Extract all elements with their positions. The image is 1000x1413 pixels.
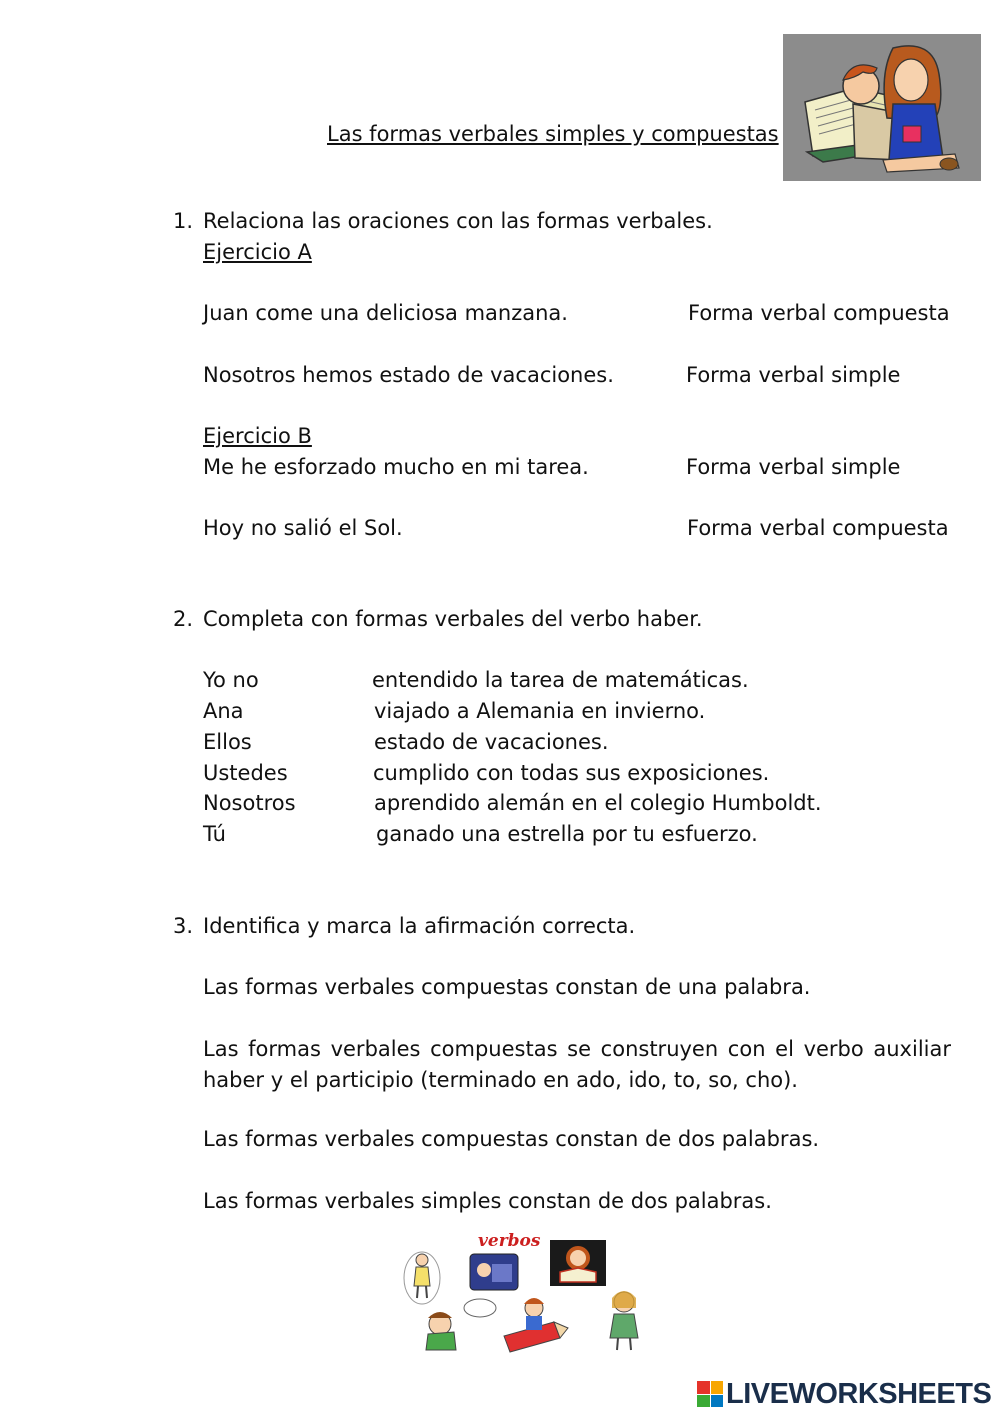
exercise-a-sentence-1: Juan come una deliciosa manzana. [203, 301, 568, 325]
statement-option: Las formas verbales compuestas constan de una palabra. [203, 975, 811, 999]
fill-row-text: cumplido con todas sus exposiciones. [373, 761, 770, 785]
fill-row-subject: Ustedes [203, 761, 288, 785]
exercise-b-sentence-1: Me he esforzado mucho en mi tarea. [203, 455, 589, 479]
page-title: Las formas verbales simples y compuestas [327, 122, 779, 146]
fill-row-subject: Nosotros [203, 791, 296, 815]
sleeping-kid-figure [470, 1254, 518, 1290]
section-1-instruction: Relaciona las oraciones con las formas verbales. [203, 209, 713, 233]
fill-row-text: estado de vacaciones. [374, 730, 609, 754]
logo-text: LIVEWORKSHEETS [726, 1377, 992, 1410]
fill-row-text: viajado a Alemania en invierno. [374, 699, 706, 723]
section-2-instruction: Completa con formas verbales del verbo haber. [203, 607, 703, 631]
children-reading-image [783, 34, 981, 181]
fill-row-text: entendido la tarea de matemáticas. [372, 668, 749, 692]
verbs-clipart [400, 1228, 660, 1360]
exercise-b-form-1: Forma verbal simple [686, 455, 901, 479]
logo-mark-icon [697, 1381, 723, 1407]
exercise-b-sentence-2: Hoy no salió el Sol. [203, 516, 403, 540]
fill-row-subject: Tú [203, 822, 226, 846]
exercise-b-form-2: Forma verbal compuesta [687, 516, 949, 540]
reading-kid-figure [550, 1240, 606, 1286]
exercise-a-form-1: Forma verbal compuesta [688, 301, 950, 325]
surprised-girl-figure [610, 1291, 638, 1350]
exercise-a-form-2: Forma verbal simple [686, 363, 901, 387]
jump-rope-kid-figure [404, 1252, 440, 1304]
fill-row-text: ganado una estrella por tu esfuerzo. [376, 822, 758, 846]
pencil-kid-figure [504, 1298, 568, 1352]
section-1-number: 1. [173, 209, 194, 233]
exercise-a-sentence-2: Nosotros hemos estado de vacaciones. [203, 363, 614, 387]
fill-row-text: aprendido alemán en el colegio Humboldt. [374, 791, 822, 815]
statement-option: Las formas verbales simples constan de dos palabras. [203, 1189, 772, 1213]
fill-row-subject: Yo no [203, 668, 259, 692]
talking-kid-figure [426, 1299, 496, 1350]
section-2-number: 2. [173, 607, 194, 631]
statement-option: Las formas verbales compuestas constan de dos palabras. [203, 1127, 820, 1151]
exercise-a-label: Ejercicio A [203, 240, 312, 264]
verbos-caption: verbos [478, 1231, 541, 1251]
exercise-b-label: Ejercicio B [203, 424, 312, 448]
fill-row-subject: Ana [203, 699, 244, 723]
section-3-instruction: Identifica y marca la afirmación correcta. [203, 914, 636, 938]
section-3-number: 3. [173, 914, 194, 938]
statement-option: Las formas verbales compuestas se construyen con el verbo auxiliar haber y el participio (terminado en ado, ido, to, so, cho). [203, 1037, 951, 1092]
fill-row-subject: Ellos [203, 730, 252, 754]
liveworksheets-logo [697, 1377, 991, 1411]
